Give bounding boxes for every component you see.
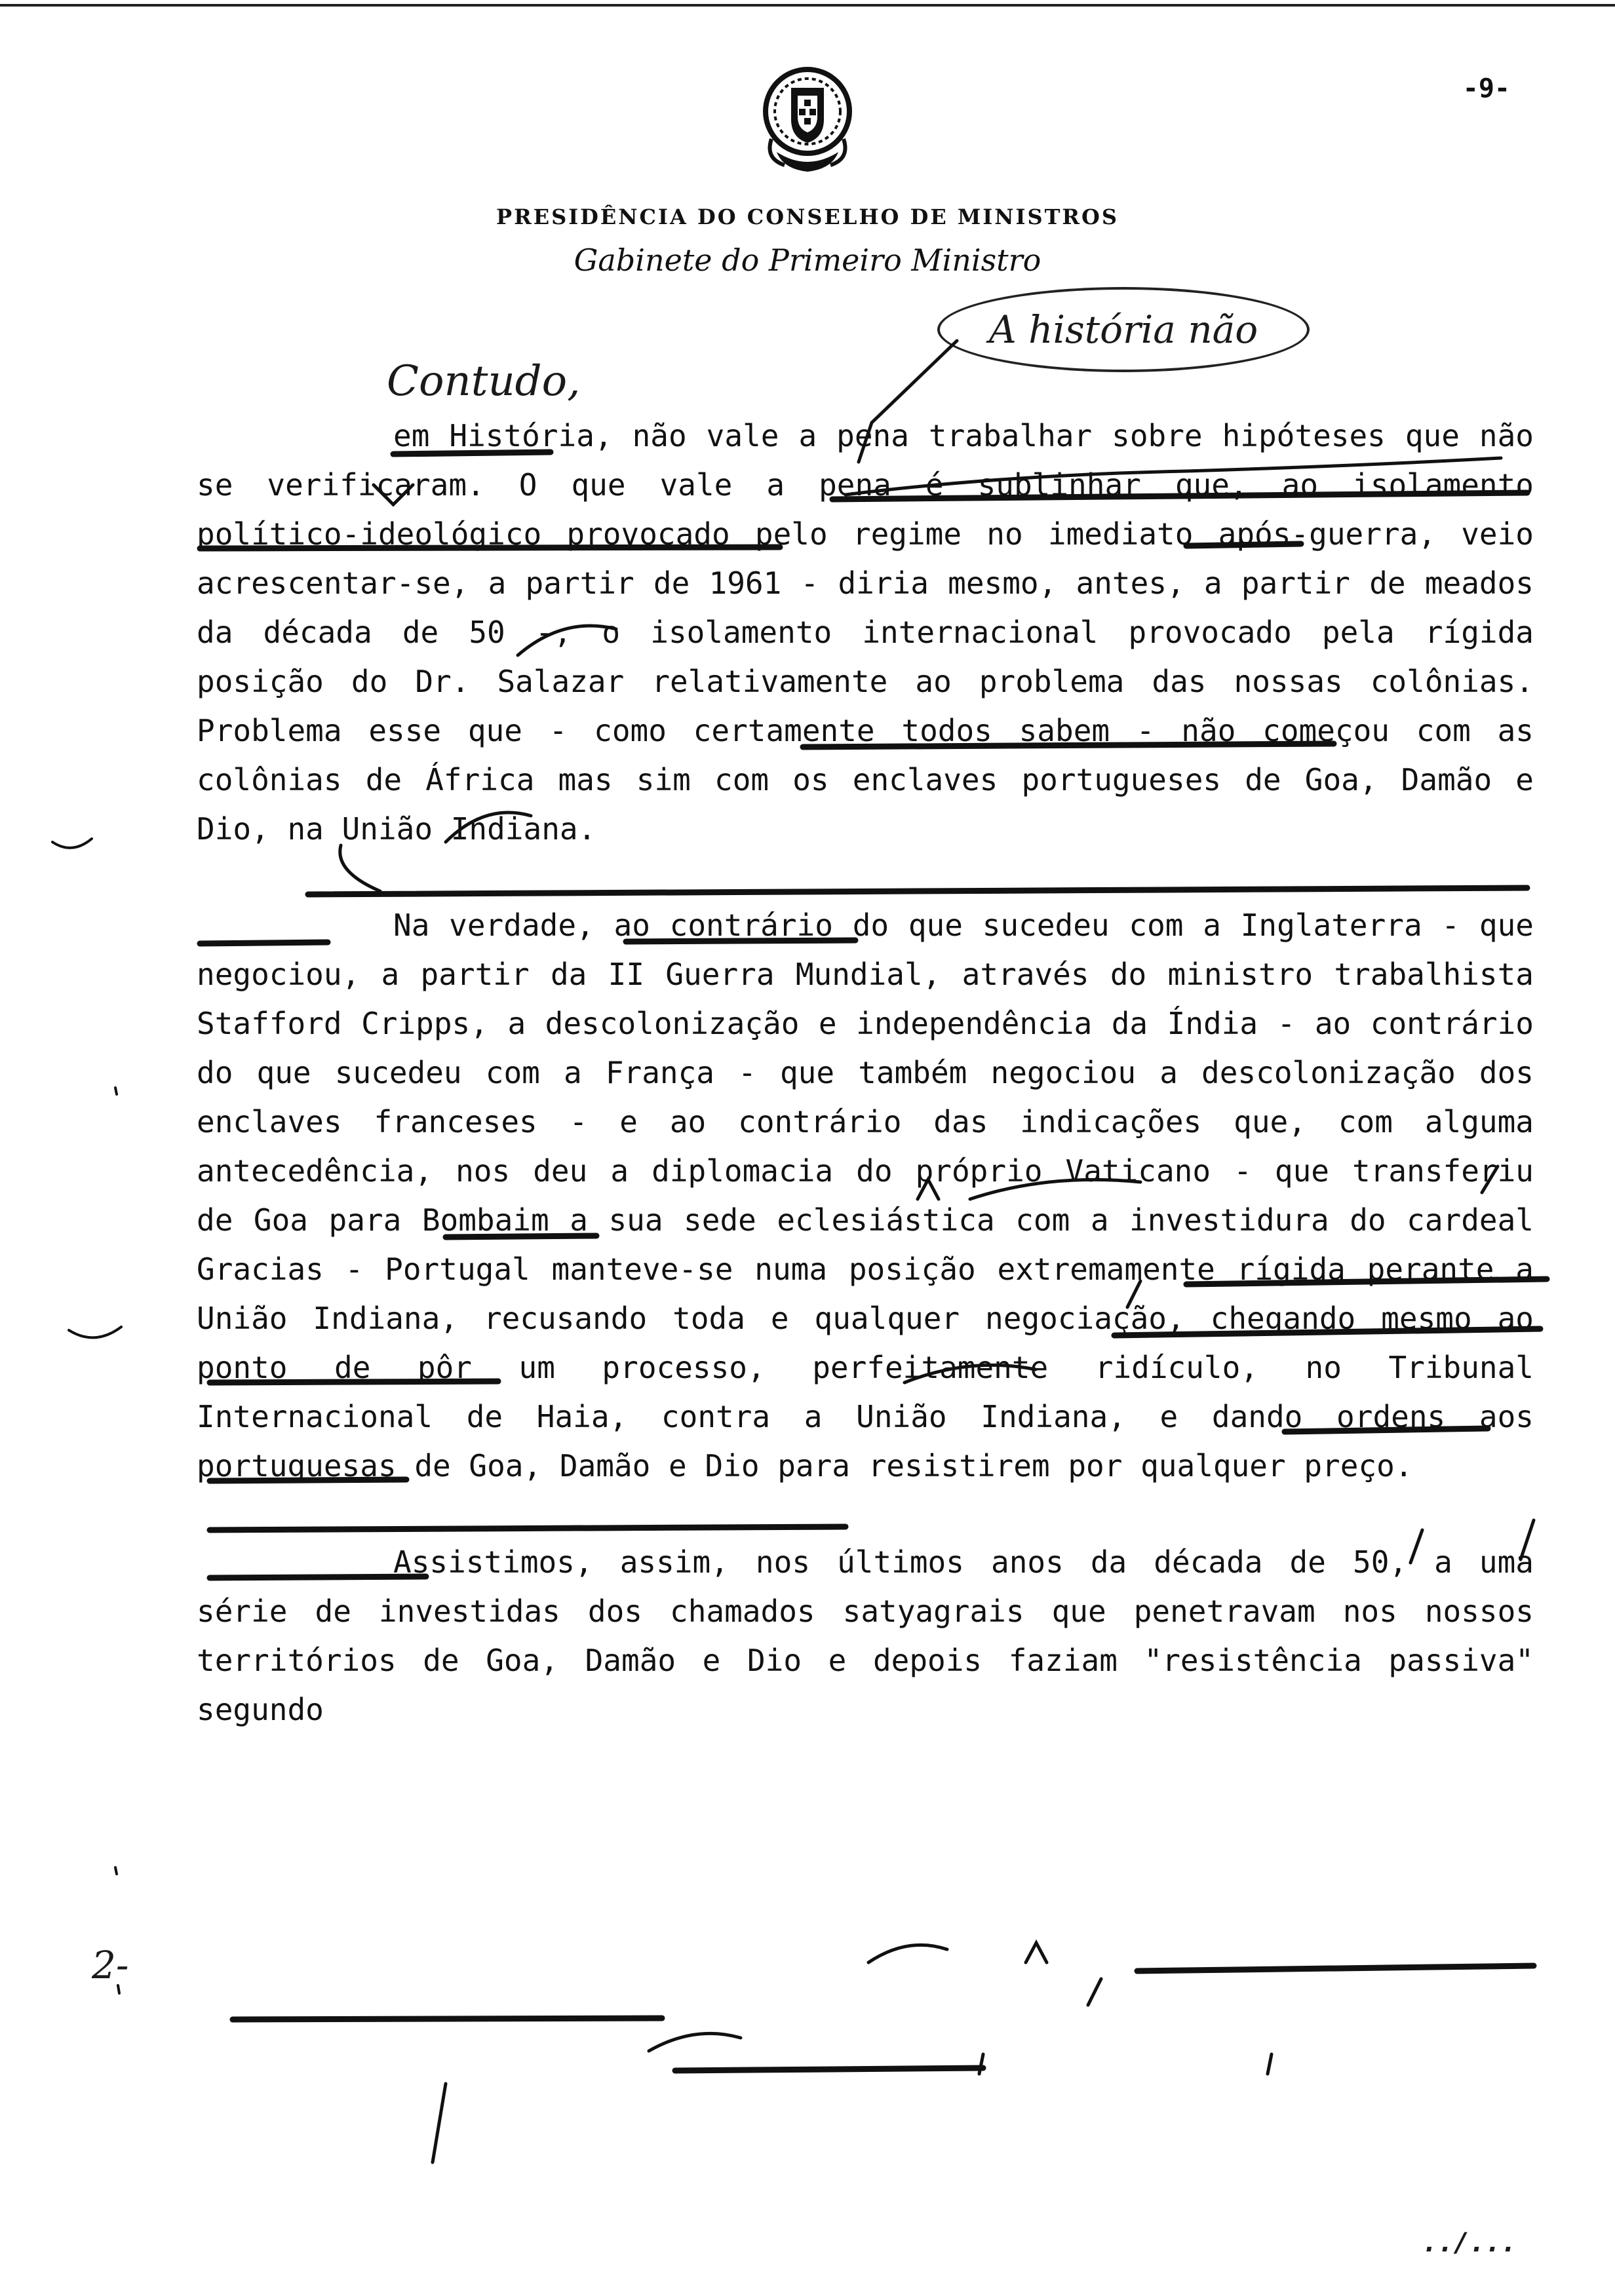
letterhead (0, 60, 1615, 278)
cabinet-name: Gabinete do Primeiro Ministro (574, 242, 1041, 278)
margin-ticks (52, 839, 121, 1993)
paragraph-3: Assistimos, assim, nos últimos anos da década de 50, a uma série de investidas dos chamados satyagrais que penetravam nos nossos territórios de Goa, Damão e Dio e depois faziam "resistência passiva" segundo (197, 1544, 1534, 1727)
institution-name: PRESIDÊNCIA DO CONSELHO DE MINISTROS (496, 204, 1119, 229)
paragraph-1: em História, não vale a pena trabalhar sobre hipóteses que não se verificaram. O que vale a pena é sublinhar que, ao isolamento político-ideológico provocado pelo regime no imediato após-guerra, veio acrescentar-se, a partir de 1961 - diria mesmo, antes, a partir de meados da década de 50 -, o isolamento internacional provocado pela rígida posição do Dr. Salazar relativamente ao problema das nossas colônias. Problema esse que - como certamente todos sabem - não começou com as colônias de África mas sim com os enclaves portugueses de Goa, Damão e Dio, na União Indiana. (197, 418, 1534, 847)
coat-of-arms-icon (758, 60, 857, 185)
handwritten-insertion-contudo: Contudo, (387, 357, 581, 406)
scan-edge-line (0, 4, 1615, 7)
handwritten-margin-note: 2- (92, 1943, 129, 1987)
continued-marker: ../... (1422, 2228, 1517, 2258)
document-body (197, 411, 1534, 1782)
paragraph-2: Na verdade, ao contrário do que sucedeu com a Inglaterra - que negociou, a partir da II Guerra Mundial, através do ministro trabalhista Stafford Cripps, a descolonização e independência da Índia - ao contrário do que sucedeu com a França - que também negociou a descolonização dos enclaves franceses - e ao contrário das indicações que, com alguma antecedência, nos deu a diplomacia do próprio Vaticano - que transferiu de Goa para Bombaim a sua sede eclesiástica com a investidura do cardeal Gracias - Portugal manteve-se numa posição extremamente rígida perante a União Indiana, recusando toda e qualquer negociação, chegando mesmo ao ponto de pôr um processo, perfeitamente ridículo, no Tribunal Internacional de Haia, contra a União Indiana, e dando ordens aos portuguesas de Goa, Damão e Dio para resistirem por qualquer preço. (197, 908, 1534, 1483)
page-number: -9- (1462, 73, 1510, 104)
handwritten-balloon-note: A história não (937, 287, 1310, 372)
